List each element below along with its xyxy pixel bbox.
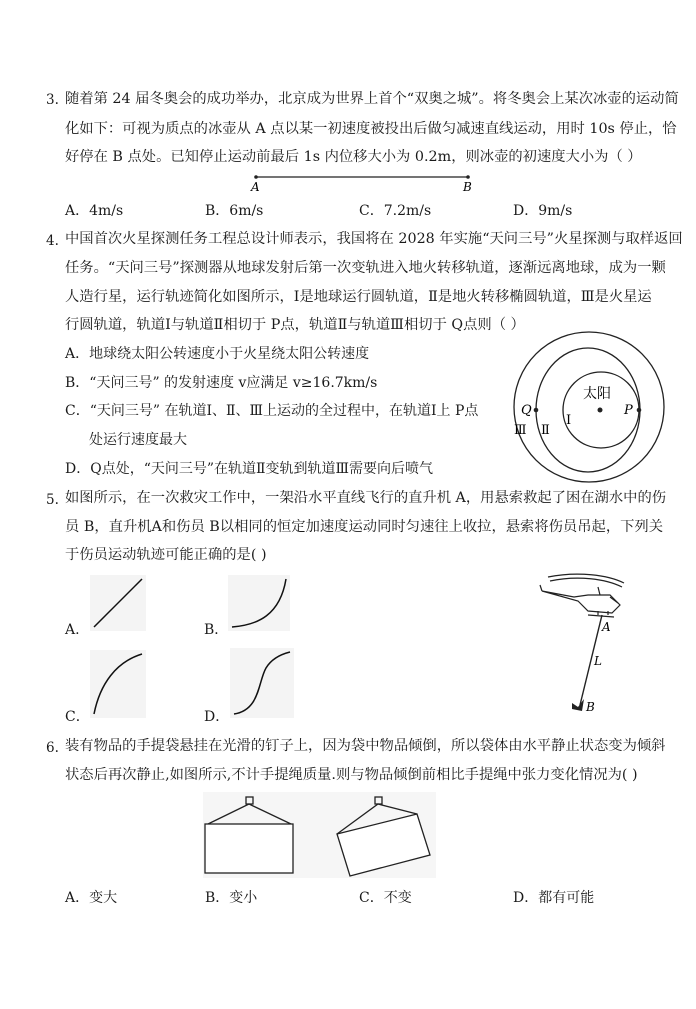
handbag-figure <box>203 792 436 878</box>
question-4-text-line-1: 中国首次火星探测任务工程总设计师表示，我国将在 2028 年实施“天问三号”火星探测与取样返回 <box>65 231 683 247</box>
helicopter-figure <box>538 565 638 720</box>
question-6-text-line-2: 状态后再次静止,如图所示,不计手提绳质量.则与物品倾倒前相比手提绳中张力变化情况为( ) <box>65 767 638 783</box>
point-a-label: A <box>251 180 260 194</box>
helicopter-a-label: A <box>602 620 611 634</box>
question-3-text-line-2: 化如下：可视为质点的冰壶从 A 点以某一初速度被投出后做匀减速直线运动，用时 10s 停止，恰 <box>65 121 677 137</box>
point-b-label: B <box>463 180 472 194</box>
question-6-option-a[interactable]: A．变大 <box>65 890 118 906</box>
question-3-option-a[interactable]: A．4m/s <box>65 203 124 219</box>
rope-l-label: L <box>594 654 602 668</box>
trajectory-option-a[interactable]: A. <box>65 622 80 638</box>
question-4-number: 4. <box>46 233 59 249</box>
question-3-option-d[interactable]: D．9m/s <box>513 203 573 219</box>
question-4-option-a[interactable]: A．地球绕太阳公转速度小于火星绕太阳公转速度 <box>65 346 370 362</box>
point-p-label: P <box>624 403 633 418</box>
sun-label: 太阳 <box>583 386 611 402</box>
helicopter-body <box>542 591 620 613</box>
question-5-text-line-3: 于伤员运动轨迹可能正确的是( ) <box>65 547 267 563</box>
question-4-text-line-3: 人造行星，运行轨迹简化如图所示，Ⅰ是地球运行圆轨道，Ⅱ是地火转移椭圆轨道，Ⅲ是火星运 <box>65 289 652 305</box>
trajectory-b-graph <box>228 575 290 631</box>
question-4-text-line-4: 行圆轨道，轨道Ⅰ与轨道Ⅱ相切于 P点，轨道Ⅱ与轨道Ⅲ相切于 Q点则（ ） <box>65 317 525 333</box>
question-6-option-b[interactable]: B．变小 <box>205 890 258 906</box>
question-6-option-d[interactable]: D．都有可能 <box>513 890 595 906</box>
question-3-option-b[interactable]: B．6m/s <box>205 203 264 219</box>
question-4-text-line-2: 任务。“天问三号”探测器从地球发射后第一次变轨进入地火转移轨道，逐渐远离地球，成为一颗 <box>65 260 666 276</box>
orbit-i-label: Ⅰ <box>566 413 572 428</box>
sun-dot <box>598 408 603 413</box>
trajectory-option-b[interactable]: B． <box>204 622 229 638</box>
orbit-iii-label: Ⅲ <box>514 423 527 438</box>
injured-person <box>572 699 584 711</box>
question-4-option-b[interactable]: B．“天问三号” 的发射速度 v应满足 v≥16.7km/s <box>65 375 378 391</box>
question-5-text-line-1: 如图所示，在一次救灾工作中，一架沿水平直线飞行的直升机 A，用悬索救起了困在湖水中的伤 <box>65 490 667 506</box>
question-5-number: 5. <box>46 492 59 508</box>
question-3-track-figure <box>248 170 478 194</box>
trajectory-a-graph <box>90 575 146 631</box>
point-q-dot <box>534 408 539 413</box>
question-4-option-d[interactable]: D．Q点处，“天问三号”在轨道Ⅱ变轨到轨道Ⅲ需要向后喷气 <box>65 461 434 477</box>
question-4-option-c-continued: 处运行速度最大 <box>89 432 187 448</box>
question-6-number: 6. <box>46 740 59 756</box>
question-3-text-line-1: 随着第 24 届冬奥会的成功举办，北京成为世界上首个“双奥之城”。将冬奥会上某次冰壶的运动简 <box>65 91 679 107</box>
orbit-ii-label: Ⅱ <box>541 423 550 438</box>
question-3-text-line-3: 好停在 B 点处。已知停止运动前最后 1s 内位移大小为 0.2m，则冰壶的初速度大小为（ ） <box>65 149 642 165</box>
question-3-number: 3. <box>46 92 59 108</box>
question-5-text-line-2: 员 B，直升机A和伤员 B以相同的恒定加速度运动同时匀速往上收拉，悬索将伤员吊起，下列关 <box>65 519 664 535</box>
point-q-label: Q <box>521 403 532 418</box>
orbit-diagram <box>513 330 666 483</box>
trajectory-d-graph <box>230 648 294 718</box>
point-p-dot <box>637 408 642 413</box>
trajectory-option-c[interactable]: C． <box>65 709 90 725</box>
question-4-option-c[interactable]: C．“天问三号” 在轨道Ⅰ、Ⅱ、Ⅲ上运动的全过程中，在轨道Ⅰ上 P点 <box>65 403 479 419</box>
question-3-option-c[interactable]: C．7.2m/s <box>359 203 432 219</box>
bag-left-body <box>205 824 293 873</box>
question-6-option-c[interactable]: C．不变 <box>359 890 412 906</box>
person-b-label: B <box>586 700 595 714</box>
trajectory-c-graph <box>90 650 146 718</box>
question-6-text-line-1: 装有物品的手提袋悬挂在光滑的钉子上，因为袋中物品倾倒，所以袋体由水平静止状态变为倾斜 <box>65 738 666 754</box>
trajectory-option-d[interactable]: D． <box>204 709 230 725</box>
